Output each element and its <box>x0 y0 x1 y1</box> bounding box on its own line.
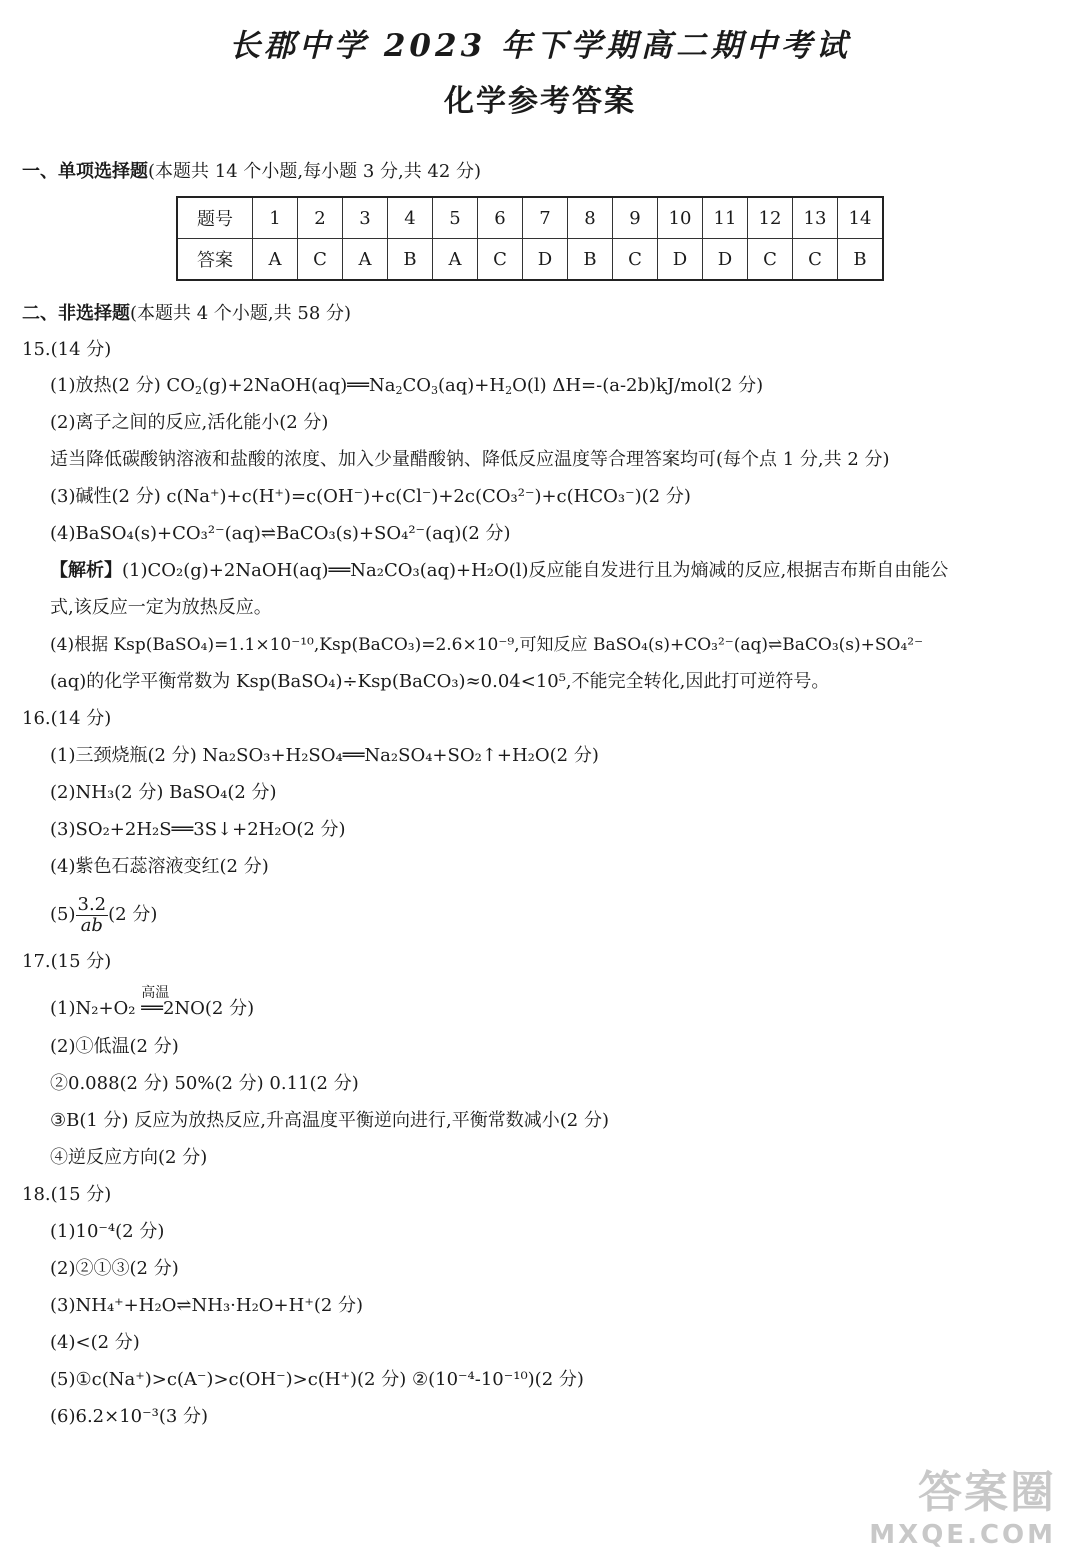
q16-answer-4: (4)紫色石蕊溶液变红(2 分) <box>50 856 269 877</box>
table-row-numbers <box>177 197 883 239</box>
row-label-answer: 答案 <box>177 239 253 281</box>
section1-title: 一、单项选择题 <box>22 161 148 182</box>
table-cell: 2 <box>298 197 343 239</box>
table-cell: 13 <box>793 197 838 239</box>
table-cell: 8 <box>568 197 613 239</box>
q16-header: 16.(14 分) <box>22 708 112 729</box>
q15-answer-2-detail: 适当降低碳酸钠溶液和盐酸的浓度、加入少量醋酸钠、降低反应温度等合理答案均可(每个点 1 分,共 2 分) <box>50 449 890 470</box>
section2-heading <box>22 302 351 326</box>
table-cell: 12 <box>748 197 793 239</box>
table-cell: 9 <box>613 197 658 239</box>
q15-1-part-d: (aq)+H <box>438 375 506 396</box>
q15-analysis-3: (4)根据 Ksp(BaSO₄)=1.1×10⁻¹⁰,Ksp(BaCO₃)=2.6×10⁻⁹,可知反应 BaSO₄(s)+CO₃²⁻(aq)⇌BaCO₃(s)+SO₄²⁻ <box>50 635 924 655</box>
exam-title: 长郡中学 2023 年下学期高二期中考试 <box>229 28 851 64</box>
section1-heading <box>22 160 481 184</box>
table-cell: A <box>253 239 298 281</box>
q16-answer-2: (2)NH₃(2 分) BaSO₄(2 分) <box>50 782 277 803</box>
q17-answer-2: (2)①低温(2 分) <box>50 1036 179 1057</box>
table-cell: A <box>343 239 388 281</box>
q17-1-prefix: (1)N₂+O₂ <box>50 998 142 1019</box>
fraction-denominator: ab <box>80 914 103 936</box>
table-cell: 10 <box>658 197 703 239</box>
q15-answer-1: (1)放热(2 分) $CO_2(g)+2NaOH(aq)══Na_2CO_3(aq)+H_2O(l)$ ΔH=-(a-2b)kJ/mol(2 分) <box>50 375 764 397</box>
table-cell: 1 <box>253 197 298 239</box>
q15-1-part-c: CO <box>402 375 431 396</box>
table-cell: 11 <box>703 197 748 239</box>
table-cell: C <box>478 239 523 281</box>
q16-5-suffix: (2 分) <box>108 904 158 925</box>
section2-title: 二、非选择题 <box>22 303 130 324</box>
section1-note: (本题共 14 个小题,每小题 3 分,共 42 分) <box>148 161 482 182</box>
q15-analysis-1 <box>50 559 948 583</box>
fraction <box>76 895 109 936</box>
table-cell: 4 <box>388 197 433 239</box>
table-cell: C <box>793 239 838 281</box>
condition-label: 高温 <box>141 985 170 1001</box>
section2-note: (本题共 4 个小题,共 58 分) <box>130 303 352 324</box>
q15-answer-3: (3)碱性(2 分) c(Na⁺)+c(H⁺)=c(OH⁻)+c(Cl⁻)+2c(CO₃²⁻)+c(HCO₃⁻)(2 分) <box>50 486 691 507</box>
row-label-number: 题号 <box>177 197 253 239</box>
q16-answer-1: (1)三颈烧瓶(2 分) Na₂SO₃+H₂SO₄══Na₂SO₄+SO₂↑+H₂O(2 分) <box>50 745 599 766</box>
q18-answer-6: (6)6.2×10⁻³(3 分) <box>50 1406 209 1427</box>
table-cell: D <box>523 239 568 281</box>
equals-arrow: ══ <box>141 998 163 1019</box>
q18-header: 18.(15 分) <box>22 1184 112 1205</box>
table-cell: D <box>658 239 703 281</box>
table-cell: 6 <box>478 197 523 239</box>
q17-answer-2-iv: ④逆反应方向(2 分) <box>50 1147 208 1168</box>
q16-answer-5 <box>50 893 157 937</box>
table-cell: C <box>748 239 793 281</box>
q17-answer-1 <box>50 985 255 1021</box>
q17-answer-2-iii: ③B(1 分) 反应为放热反应,升高温度平衡逆向进行,平衡常数减小(2 分) <box>50 1110 609 1131</box>
table-row-answers <box>177 239 883 281</box>
q18-answer-5: (5)①c(Na⁺)>c(A⁻)>c(OH⁻)>c(H⁺)(2 分) ②(10⁻⁴-10⁻¹⁰)(2 分) <box>50 1369 584 1390</box>
q15-answer-2: (2)离子之间的反应,活化能小(2 分) <box>50 412 329 433</box>
reaction-condition <box>141 985 170 1021</box>
q15-answer-4: (4)BaSO₄(s)+CO₃²⁻(aq)⇌BaCO₃(s)+SO₄²⁻(aq)(2 分) <box>50 523 511 544</box>
q15-analysis-2: 式,该反应一定为放热反应。 <box>50 597 272 618</box>
q16-5-prefix: (5) <box>50 904 76 925</box>
table-cell: B <box>838 239 884 281</box>
analysis-text: (1)CO₂(g)+2NaOH(aq)══Na₂CO₃(aq)+H₂O(l)反应能自发进行且为熵减的反应,根据吉布斯自由能公 <box>122 560 949 581</box>
q15-1-part-b: (g)+2NaOH(aq)══Na <box>201 375 396 396</box>
table-cell: D <box>703 239 748 281</box>
table-cell: B <box>388 239 433 281</box>
q18-answer-3: (3)NH₄⁺+H₂O⇌NH₃·H₂O+H⁺(2 分) <box>50 1295 364 1316</box>
q17-header: 17.(15 分) <box>22 951 112 972</box>
table-cell: 5 <box>433 197 478 239</box>
q18-answer-2: (2)②①③(2 分) <box>50 1258 179 1279</box>
q15-1-part-a: (1)放热(2 分) CO <box>50 375 195 396</box>
table-cell: C <box>298 239 343 281</box>
table-cell: C <box>613 239 658 281</box>
answer-table <box>176 196 884 281</box>
table-cell: B <box>568 239 613 281</box>
table-cell: 14 <box>838 197 884 239</box>
watermark-text: 答案圈 <box>918 1467 1056 1518</box>
watermark-url: MXQE.COM <box>869 1520 1056 1550</box>
q15-1-part-e: O(l) ΔH=-(a-2b)kJ/mol(2 分) <box>512 375 764 396</box>
table-cell: 7 <box>523 197 568 239</box>
analysis-label: 【解析】 <box>50 560 122 581</box>
q15-analysis-4: (aq)的化学平衡常数为 Ksp(BaSO₄)÷Ksp(BaCO₃)≈0.04<10⁵,不能完全转化,因此打可逆符号。 <box>50 671 830 692</box>
table-cell: A <box>433 239 478 281</box>
table-cell: 3 <box>343 197 388 239</box>
q17-answer-2-ii: ②0.088(2 分) 50%(2 分) 0.11(2 分) <box>50 1073 359 1094</box>
q16-answer-3: (3)SO₂+2H₂S══3S↓+2H₂O(2 分) <box>50 819 346 840</box>
fraction-numerator: 3.2 <box>77 893 107 915</box>
q18-answer-4: (4)<(2 分) <box>50 1332 140 1353</box>
q15-header: 15.(14 分) <box>22 339 112 360</box>
q18-answer-1: (1)10⁻⁴(2 分) <box>50 1221 165 1242</box>
q17-1-suffix: 2NO(2 分) <box>162 998 255 1019</box>
exam-subtitle: 化学参考答案 <box>444 84 636 119</box>
watermark-logo <box>869 1456 1056 1550</box>
